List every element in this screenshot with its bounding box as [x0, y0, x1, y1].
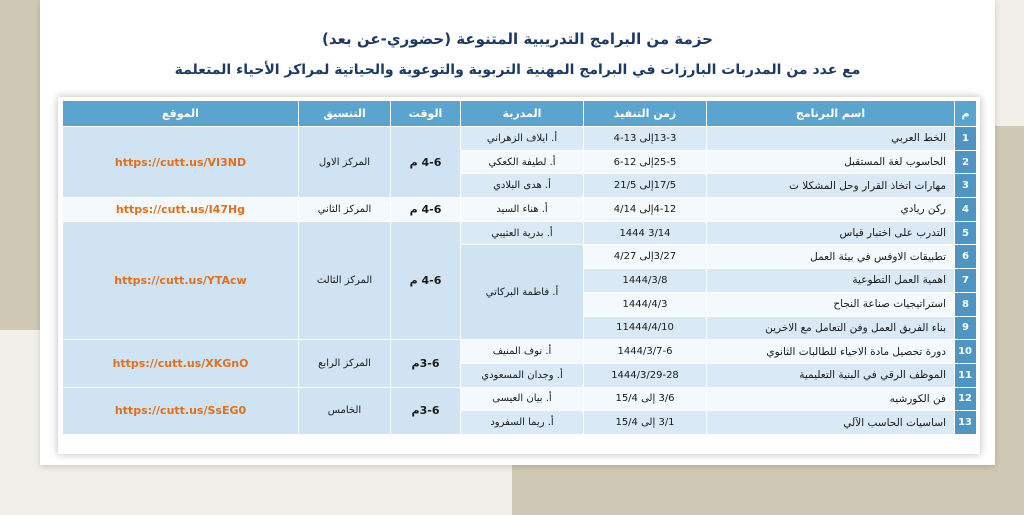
program-name: الموظف الرقي في البنية التعليمية — [707, 363, 955, 387]
row-number: 6 — [955, 245, 977, 269]
table-row — [63, 198, 977, 222]
trainer-name: أ. هناء السيد — [461, 198, 584, 222]
trainer-name: أ. بيان العيسى — [461, 387, 584, 411]
program-date: 3/14 1444 — [584, 221, 707, 245]
program-name: الخط العربي — [707, 127, 955, 151]
program-name: مهارات اتخاذ القرار وحل المشكلا ت — [707, 174, 955, 198]
table-container — [58, 97, 980, 454]
trainer-name: أ. ايلاف الزهراني — [461, 127, 584, 151]
program-name: ركن ريادي — [707, 198, 955, 222]
header-num: م — [955, 101, 977, 127]
row-number: 11 — [955, 363, 977, 387]
program-name: اهمية العمل التطوعية — [707, 269, 955, 293]
header-program: اسم البرنامج — [707, 101, 955, 127]
table-row — [63, 221, 977, 245]
program-date: 3/6 إلى 15/4 — [584, 387, 707, 411]
trainer-name: أ. بدرية العتيبي — [461, 221, 584, 245]
header-site: الموقع — [63, 101, 299, 127]
trainer-name: أ. لطيفة الكعكي — [461, 150, 584, 174]
row-number: 7 — [955, 269, 977, 293]
group-time: 4-6 م — [391, 221, 461, 339]
program-date: 1444/3/7-6 — [584, 340, 707, 364]
document-card — [40, 0, 995, 465]
program-name: تطبيقات الاوفس في بيئة العمل — [707, 245, 955, 269]
program-date: 4-12إلى 4/14 — [584, 198, 707, 222]
row-number: 8 — [955, 292, 977, 316]
program-date: 1444/3/8 — [584, 269, 707, 293]
group-coordination: المركز الرابع — [299, 340, 391, 387]
group-coordination: المركز الثالث — [299, 221, 391, 339]
program-name: الحاسوب لغة المستقبل — [707, 150, 955, 174]
document-subtitle: مع عدد من المدربات البارزات في البرامج المهنية التربوية والتوعوية والحياتية لمراكز الأحياء المتعلمة — [174, 62, 861, 78]
program-date: 25-5إلى 12-6 — [584, 150, 707, 174]
group-link[interactable]: https://cutt.us/XKGnO — [63, 340, 299, 387]
program-name: بناء الفريق العمل وفن التعامل مع الاخرين — [707, 316, 955, 340]
header-coord: التنسيق — [299, 101, 391, 127]
header-date: زمن التنفيذ — [584, 101, 707, 127]
program-name: فن الكورشيه — [707, 387, 955, 411]
row-number: 5 — [955, 221, 977, 245]
row-number: 1 — [955, 127, 977, 151]
group-coordination: الخامس — [299, 387, 391, 434]
program-date: 11444/4/10 — [584, 316, 707, 340]
document-title: حزمة من البرامج التدريبية المتنوعة (حضوري-عن بعد) — [322, 30, 713, 48]
program-name: اساسيات الحاسب الآلي — [707, 411, 955, 435]
table-row — [63, 387, 977, 411]
group-link[interactable]: https://cutt.us/YTAcw — [63, 221, 299, 339]
row-number: 12 — [955, 387, 977, 411]
row-number: 2 — [955, 150, 977, 174]
program-date: 1444/3/29-28 — [584, 363, 707, 387]
group-coordination: المركز الاول — [299, 127, 391, 198]
row-number: 13 — [955, 411, 977, 435]
row-number: 3 — [955, 174, 977, 198]
program-date: 17/5إلى 21/5 — [584, 174, 707, 198]
header-time: الوقت — [391, 101, 461, 127]
program-date: 3/1 إلى 15/4 — [584, 411, 707, 435]
trainer-name: أ. فاطمة البركاتي — [461, 245, 584, 340]
group-time: 3-6م — [391, 340, 461, 387]
group-coordination: المركز الثاني — [299, 198, 391, 222]
table-row — [63, 340, 977, 364]
row-number: 9 — [955, 316, 977, 340]
trainer-name: أ. وجدان المسعودي — [461, 363, 584, 387]
group-time: 4-6 م — [391, 198, 461, 222]
group-time: 4-6 م — [391, 127, 461, 198]
table-header-row — [63, 101, 977, 127]
table-row — [63, 127, 977, 151]
header-trainer: المدربة — [461, 101, 584, 127]
program-name: التدرب على اختبار قياس — [707, 221, 955, 245]
group-link[interactable]: https://cutt.us/VI3ND — [63, 127, 299, 198]
row-number: 4 — [955, 198, 977, 222]
group-time: 3-6م — [391, 387, 461, 434]
program-date: 13-3إلى 13-4 — [584, 127, 707, 151]
program-name: استراتيجيات صناعة النجاح — [707, 292, 955, 316]
trainer-name: أ. نوف المنيف — [461, 340, 584, 364]
program-date: 3/27إلى 4/27 — [584, 245, 707, 269]
group-link[interactable]: https://cutt.us/SsEG0 — [63, 387, 299, 434]
row-number: 10 — [955, 340, 977, 364]
group-link[interactable]: https://cutt.us/I47Hg — [63, 198, 299, 222]
program-name: دورة تحصيل مادة الاحياء للطالبات الثانوي — [707, 340, 955, 364]
program-date: 1444/4/3 — [584, 292, 707, 316]
trainer-name: أ. هدى البلادي — [461, 174, 584, 198]
programs-table — [62, 100, 977, 435]
trainer-name: أ. ريما السفرود — [461, 411, 584, 435]
